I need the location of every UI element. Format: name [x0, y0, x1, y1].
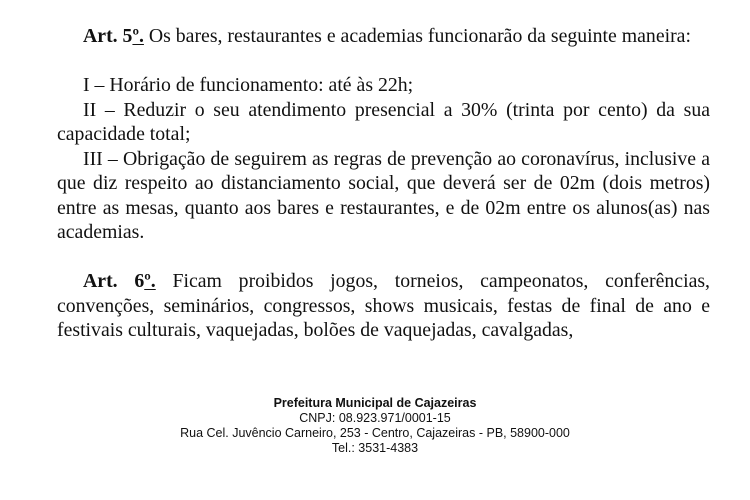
page-footer: [0, 396, 750, 456]
document-body: [57, 24, 710, 343]
article-5-heading-ordinal: º.: [132, 25, 144, 47]
article-5-paragraph: [57, 24, 710, 49]
paragraph-gap: [57, 245, 710, 270]
footer-phone: Tel.: 3531-4383: [331, 441, 419, 455]
article-5-item-3: III – Obrigação de seguirem as regras de prevenção ao coronavírus, inclusive a que diz respeito ao distanciamento social, que deverá ser de 02m (dois metros) entre as mesas, quanto aos bares e restaurantes, e de 02m entre os alunos(as) nas academias.: [57, 147, 710, 243]
article-5-item-2: II – Reduzir o seu atendimento presencial a 30% (trinta por cento) da sua capacidade total;: [57, 98, 710, 145]
article-5-heading-prefix: Art. 5: [83, 25, 133, 47]
footer-organization-name: Prefeitura Municipal de Cajazeiras: [273, 396, 477, 410]
article-5-text: Os bares, restaurantes e academias funcionarão da seguinte maneira:: [143, 25, 691, 47]
article-6-heading-prefix: Art. 6: [83, 270, 145, 292]
article-6-paragraph: [57, 269, 710, 343]
article-6-text: Ficam proibidos jogos, torneios, campeonatos, conferências, convenções, seminários, congressos, shows musicais, festas de final de ano e festivais culturais, vaquejadas, bolões de vaquejadas, cavalgadas,: [57, 270, 710, 341]
footer-cnpj: CNPJ: 08.923.971/0001-15: [299, 411, 451, 425]
paragraph-gap: [57, 49, 710, 74]
footer-address: Rua Cel. Juvêncio Carneiro, 253 - Centro, Cajazeiras - PB, 58900-000: [180, 426, 570, 440]
article-6-heading: [83, 270, 156, 292]
article-6-heading-ordinal: º.: [144, 270, 156, 292]
article-5-item-1: I – Horário de funcionamento: até às 22h;: [83, 74, 414, 96]
article-5-heading: [83, 25, 144, 47]
cut-off-header-text: [110, 0, 630, 2]
